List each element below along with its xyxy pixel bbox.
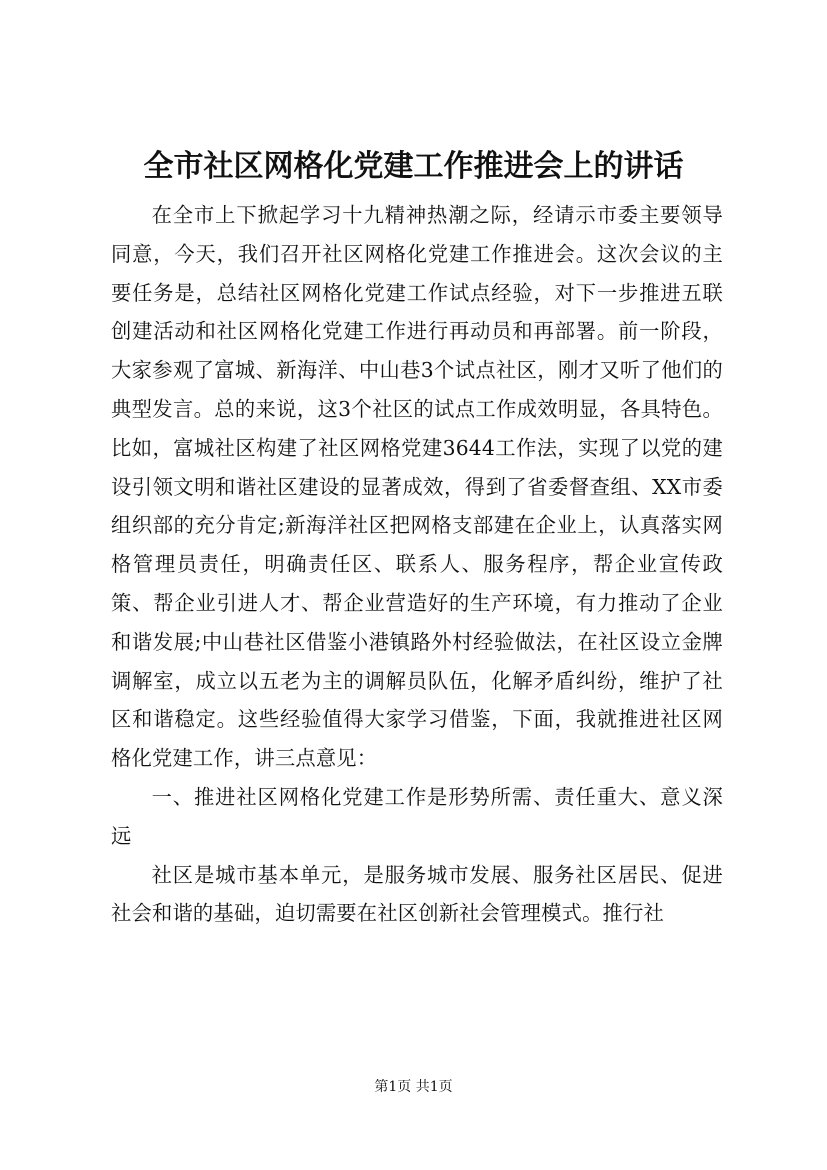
paragraph-intro: 在全市上下掀起学习十九精神热潮之际，经请示市委主要领导同意，今天，我们召开社区网格化党建工作推进会。这次会议的主要任务是，总结社区网格化党建工作试点经验，对下一步推进五联创建活动和社区网格化党建工作进行再动员和再部署。前一阶段，大家参观了富城、新海洋、中山巷3个试点社区，刚才又听了他们的典型发言。总的来说，这3个社区的试点工作成效明显，各具特色。比如，富城社区构建了社区网格党建3644工作法，实现了以党的建设引领文明和谐社区建设的显著成效，得到了省委督查组、XX市委组织部的充分肯定;新海洋社区把网格支部建在企业上，认真落实网格管理员责任，明确责任区、联系人、服务程序，帮企业宣传政策、帮企业引进人才、帮企业营造好的生产环境，有力推动了企业和谐发展;中山巷社区借鉴小港镇路外村经验做法，在社区设立金牌调解室，成立以五老为主的调解员队伍，化解矛盾纠纷，维护了社区和谐稳定。这些经验值得大家学习借鉴，下面，我就推进社区网格化党建工作，讲三点意见： [111,203,723,771]
paragraph-section-1-body: 社区是城市基本单元，是服务城市发展、服务社区居民、促进社会和谐的基础，迫切需要在社区创新社会管理模式。推行社 [111,862,723,926]
page-number-footer: 第1页 共1页 [374,1079,453,1095]
document-title: 全市社区网格化党建工作推进会上的讲话 [143,149,684,184]
paragraph-section-heading-1: 一、推进社区网格化党建工作是形势所需、责任重大、意义深远 [111,784,723,848]
document-body [111,196,723,933]
